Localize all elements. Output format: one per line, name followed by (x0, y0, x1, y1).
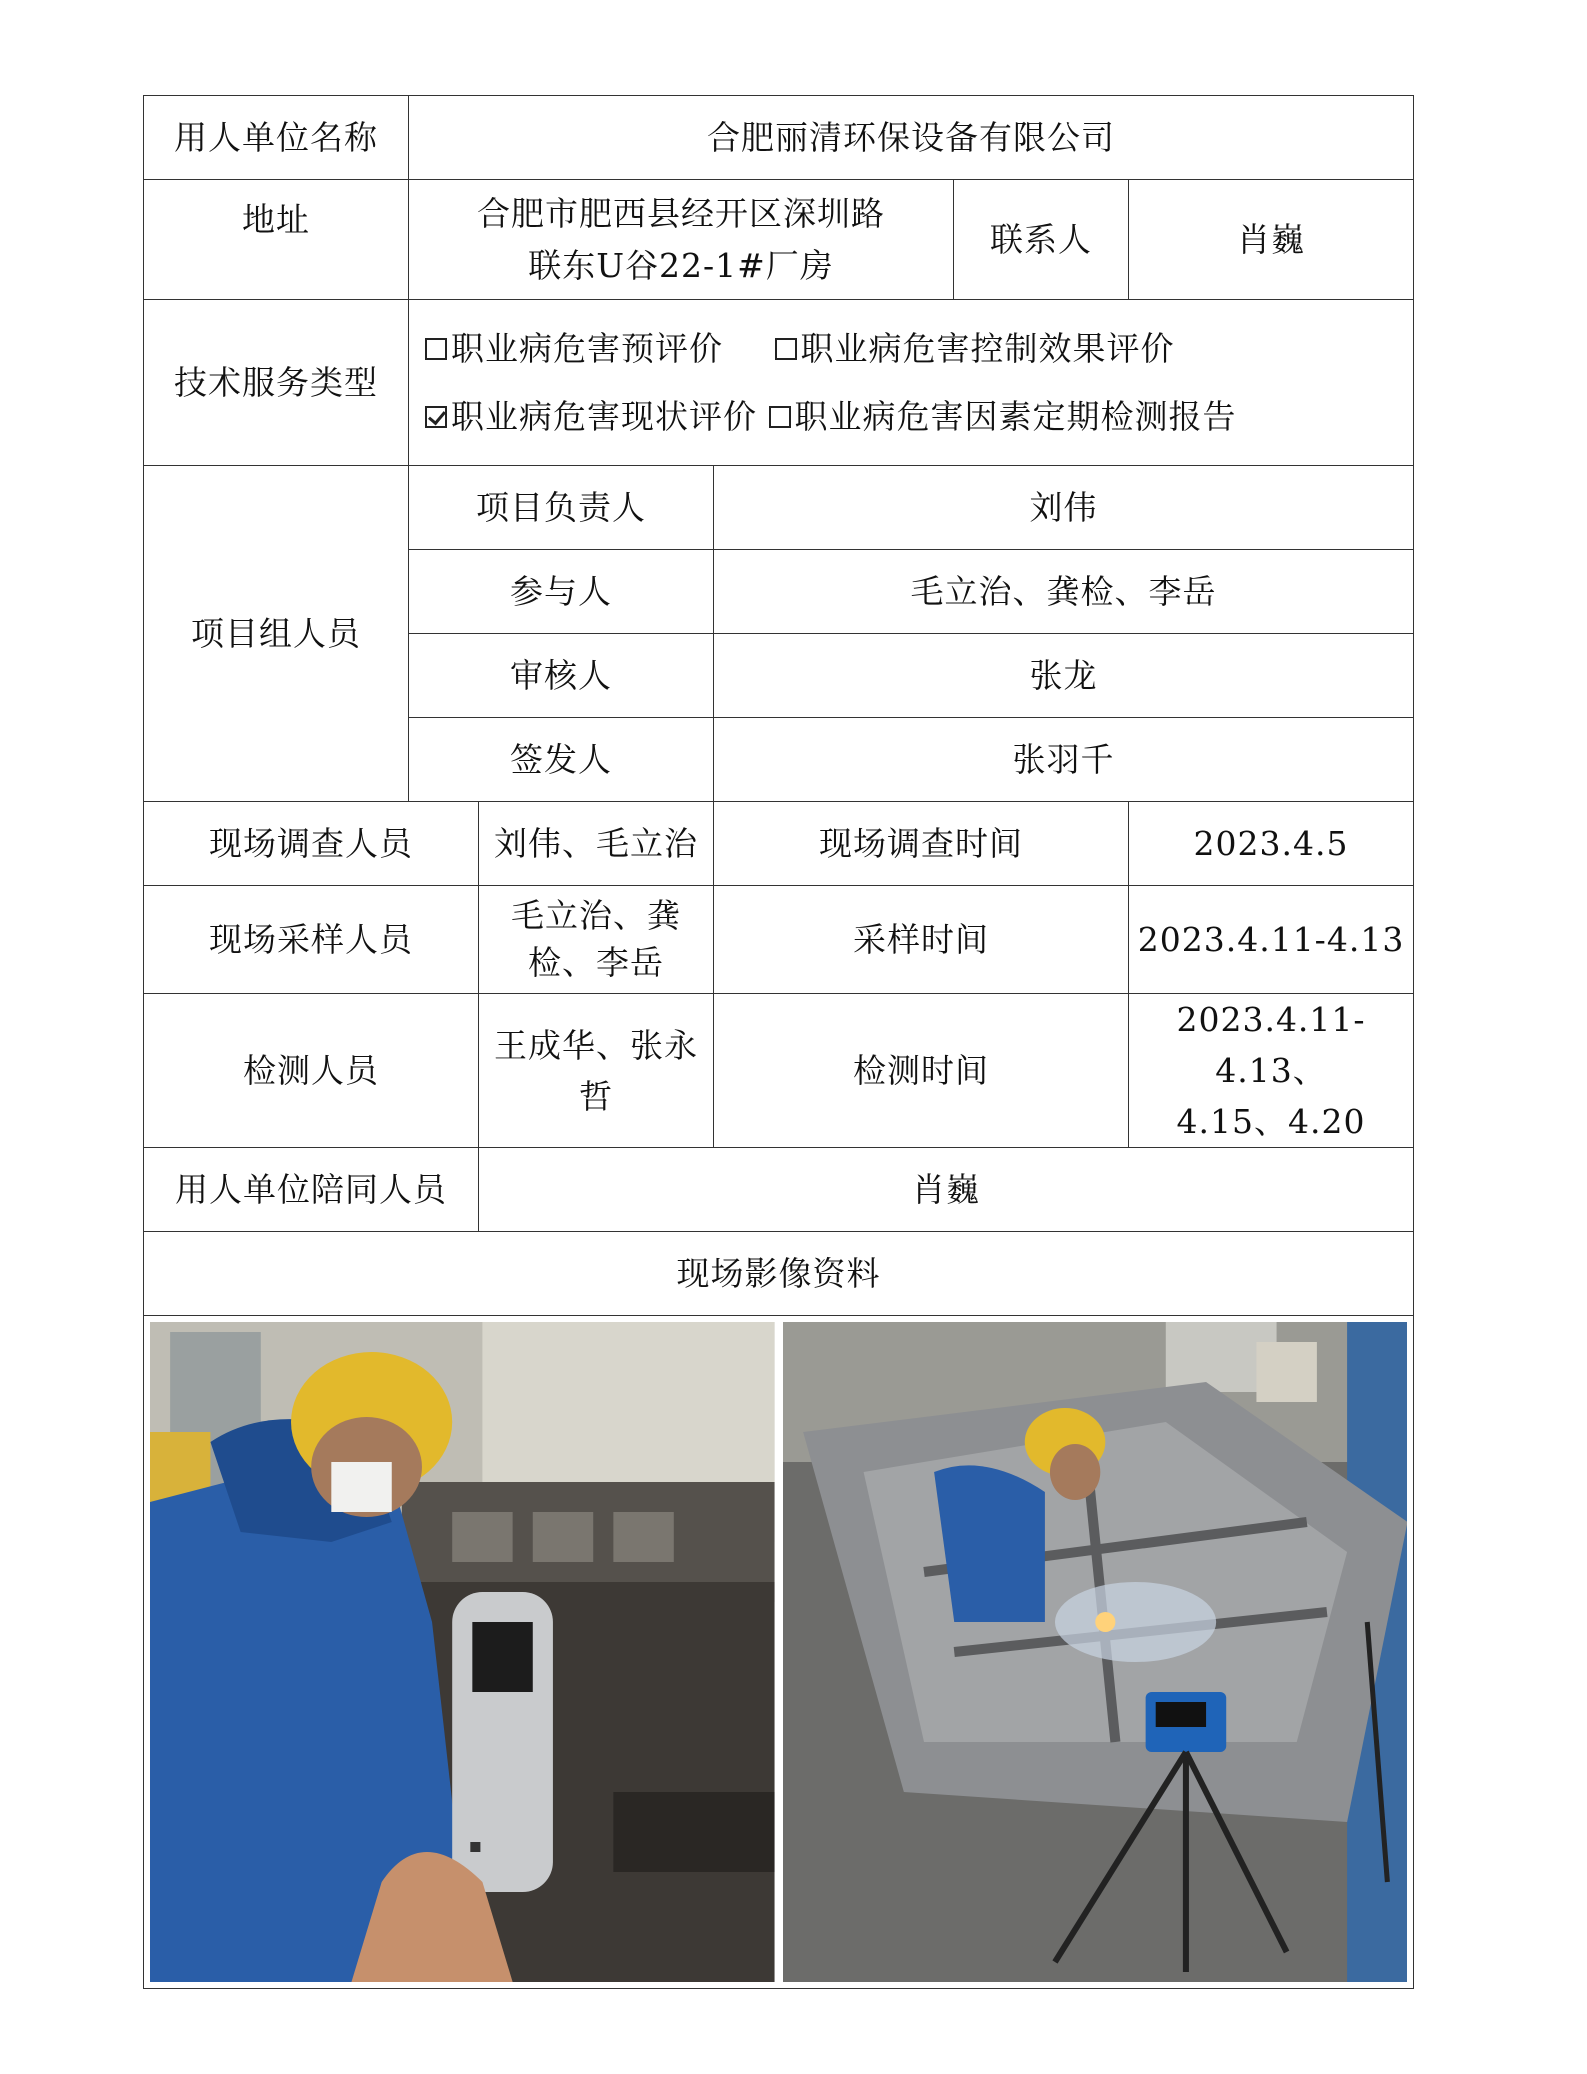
testing-staff: 王成华、张永哲 (479, 994, 714, 1148)
contact-label: 联系人 (954, 180, 1129, 300)
contact-value: 肖巍 (1129, 180, 1414, 300)
sampling-time: 2023.4.11-4.13 (1129, 886, 1414, 994)
escort-value: 肖巍 (479, 1148, 1414, 1232)
sampling-time-label: 采样时间 (714, 886, 1129, 994)
sampling-staff: 毛立治、龚检、李岳 (479, 886, 714, 994)
testing-staff-label: 检测人员 (144, 994, 479, 1148)
option-label: 职业病危害控制效果评价 (800, 329, 1175, 369)
row-photos (144, 1316, 1414, 1989)
row-photos-header (144, 1232, 1414, 1316)
site-photo-welding-sampling (783, 1322, 1408, 1982)
checkbox-status-evaluation-checked[interactable] (425, 406, 447, 428)
team-role: 项目负责人 (409, 466, 714, 550)
service-type-options (409, 300, 1414, 466)
employer-name: 合肥丽清环保设备有限公司 (409, 96, 1414, 180)
row-sampling (144, 886, 1414, 994)
survey-time: 2023.4.5 (1129, 802, 1414, 886)
testing-time-line1: 2023.4.11-4.13、 (1176, 1000, 1366, 1091)
survey-time-label: 现场调查时间 (714, 802, 1129, 886)
option-label: 职业病危害因素定期检测报告 (794, 396, 1237, 436)
testing-time-line2: 4.15、4.20 (1176, 1102, 1366, 1142)
service-type-label: 技术服务类型 (144, 300, 409, 466)
row-address (144, 180, 1414, 300)
team-names: 毛立治、龚检、李岳 (714, 550, 1414, 634)
option-periodic-testing[interactable] (769, 391, 1237, 442)
row-escort (144, 1148, 1414, 1232)
row-testing (144, 994, 1414, 1148)
option-pre-evaluation[interactable] (425, 323, 723, 374)
address-line2: 联东U谷22-1#厂房 (528, 245, 834, 285)
survey-staff-label: 现场调查人员 (144, 802, 479, 886)
team-label: 项目组人员 (144, 466, 409, 802)
sampling-staff-label: 现场采样人员 (144, 886, 479, 994)
row-employer (144, 96, 1414, 180)
service-options-line-2 (415, 383, 1407, 451)
service-options-line-1 (415, 315, 1407, 383)
team-role: 参与人 (409, 550, 714, 634)
checkbox-periodic-testing[interactable] (769, 406, 791, 428)
team-names: 张龙 (714, 634, 1414, 718)
address-label: 地址 (144, 180, 409, 300)
checkbox-pre-evaluation[interactable] (425, 338, 447, 360)
survey-staff: 刘伟、毛立治 (479, 802, 714, 886)
option-label: 职业病危害预评价 (451, 329, 723, 369)
team-role: 审核人 (409, 634, 714, 718)
address-line1: 合肥市肥西县经开区深圳路 (477, 194, 885, 234)
employer-name-label: 用人单位名称 (144, 96, 409, 180)
photos-label: 现场影像资料 (144, 1232, 1414, 1316)
row-survey (144, 802, 1414, 886)
team-role: 签发人 (409, 718, 714, 802)
option-control-effect[interactable] (775, 323, 1175, 374)
testing-time (1129, 994, 1414, 1148)
option-label: 职业病危害现状评价 (451, 396, 757, 436)
team-names: 张羽千 (714, 718, 1414, 802)
address-value (409, 180, 954, 300)
row-service-type (144, 300, 1414, 466)
option-status-evaluation[interactable] (425, 391, 757, 442)
team-names: 刘伟 (714, 466, 1414, 550)
testing-time-label: 检测时间 (714, 994, 1129, 1148)
site-photo-noise-measurement (150, 1322, 775, 1982)
row-team-lead (144, 466, 1414, 550)
checkbox-control-effect[interactable] (775, 338, 797, 360)
photos-cell (144, 1316, 1414, 1989)
survey-info-table (143, 95, 1414, 1989)
escort-label: 用人单位陪同人员 (144, 1148, 479, 1232)
